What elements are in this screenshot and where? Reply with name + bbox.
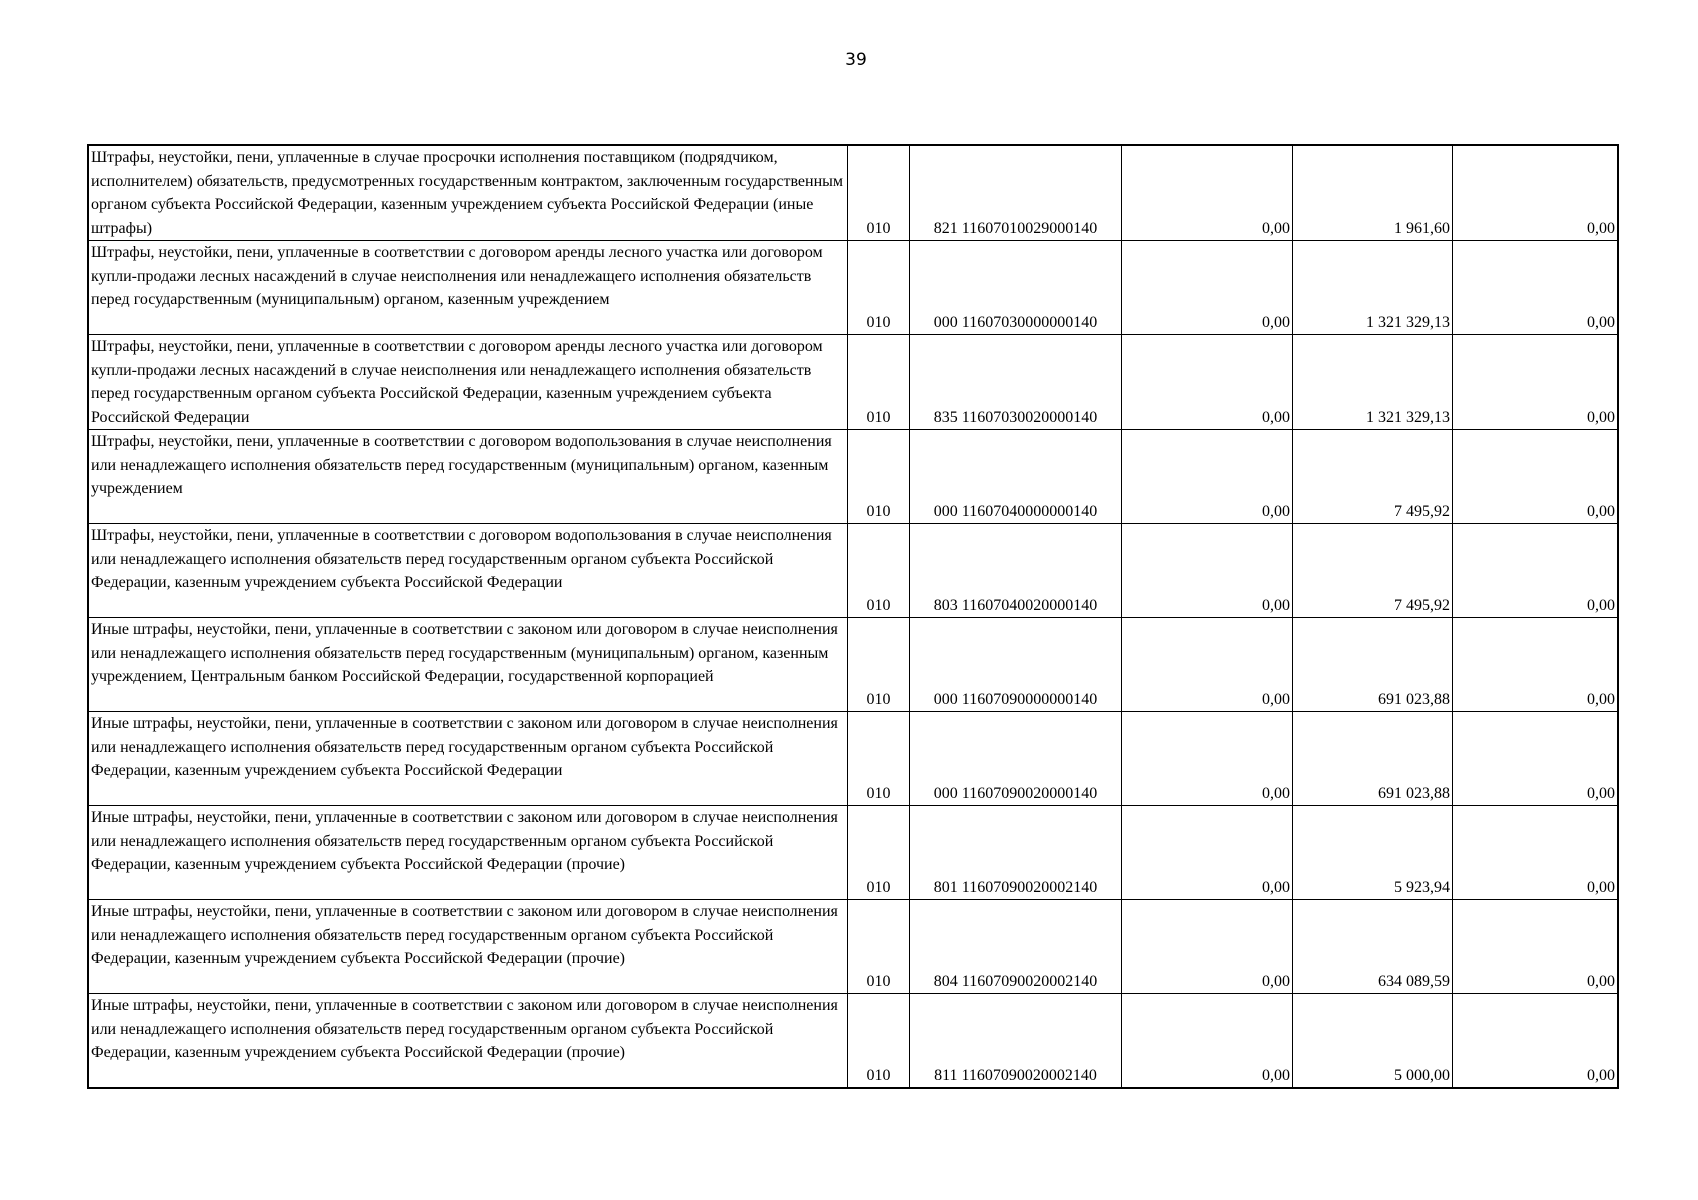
row-value-3: 0,00 [1453,806,1618,900]
page-number: 39 [845,50,867,70]
row-value-3: 0,00 [1453,712,1618,806]
table-row [89,712,1618,806]
row-value-2: 5 000,00 [1293,994,1453,1088]
row-value-1: 0,00 [1122,335,1293,430]
row-budget-code: 000 11607090000000140 [910,618,1122,712]
table-row [89,335,1618,430]
row-line-code: 010 [848,430,910,524]
row-description: Иные штрафы, неустойки, пени, уплаченные в соответствии с законом или договором в случае неисполнения или ненадлежащего исполнения обязательств перед государственным органом субъекта Российской Федерации, казенным учреждением субъекта Российской Федерации (прочие) [89,806,848,900]
row-value-2: 5 923,94 [1293,806,1453,900]
row-value-2: 691 023,88 [1293,618,1453,712]
row-line-code: 010 [848,994,910,1088]
row-description: Иные штрафы, неустойки, пени, уплаченные в соответствии с законом или договором в случае неисполнения или ненадлежащего исполнения обязательств перед государственным органом субъекта Российской Федерации, казенным учреждением субъекта Российской Федерации (прочие) [89,994,848,1088]
row-value-2: 7 495,92 [1293,430,1453,524]
row-line-code: 010 [848,900,910,994]
row-value-1: 0,00 [1122,524,1293,618]
row-value-1: 0,00 [1122,994,1293,1088]
table-row [89,994,1618,1088]
row-budget-code: 803 11607040020000140 [910,524,1122,618]
row-value-1: 0,00 [1122,618,1293,712]
row-budget-code: 811 11607090020002140 [910,994,1122,1088]
row-budget-code: 821 11607010029000140 [910,146,1122,241]
row-line-code: 010 [848,524,910,618]
row-description: Штрафы, неустойки, пени, уплаченные в соответствии с договором водопользования в случае неисполнения или ненадлежащего исполнения обязательств перед государственным органом субъекта Российской Федерации, казенным учреждением субъекта Российской Федерации [89,524,848,618]
row-description: Штрафы, неустойки, пени, уплаченные в соответствии с договором аренды лесного участка или договором купли-продажи лесных насаждений в случае неисполнения или ненадлежащего исполнения обязательств перед государственным (муниципальным) органом, казенным учреждением [89,241,848,335]
revenue-table [88,145,1618,1088]
table-row [89,524,1618,618]
row-description: Иные штрафы, неустойки, пени, уплаченные в соответствии с законом или договором в случае неисполнения или ненадлежащего исполнения обязательств перед государственным (муниципальным) органом, казенным учреждением, Центральным банком Российской Федерации, государственной корпорацией [89,618,848,712]
row-description: Штрафы, неустойки, пени, уплаченные в соответствии с договором аренды лесного участка или договором купли-продажи лесных насаждений в случае неисполнения или ненадлежащего исполнения обязательств перед государственным органом субъекта Российской Федерации, казенным учреждением субъекта Российской Федерации [89,335,848,430]
row-budget-code: 000 11607030000000140 [910,241,1122,335]
row-description: Иные штрафы, неустойки, пени, уплаченные в соответствии с законом или договором в случае неисполнения или ненадлежащего исполнения обязательств перед государственным органом субъекта Российской Федерации, казенным учреждением субъекта Российской Федерации (прочие) [89,900,848,994]
table-row [89,806,1618,900]
row-value-2: 1 321 329,13 [1293,335,1453,430]
row-value-1: 0,00 [1122,806,1293,900]
table-row [89,430,1618,524]
row-line-code: 010 [848,335,910,430]
row-budget-code: 000 11607040000000140 [910,430,1122,524]
row-line-code: 010 [848,712,910,806]
table-row [89,146,1618,241]
table-row [89,900,1618,994]
row-description: Штрафы, неустойки, пени, уплаченные в соответствии с договором водопользования в случае неисполнения или ненадлежащего исполнения обязательств перед государственным (муниципальным) органом, казенным учреждением [89,430,848,524]
row-value-2: 1 321 329,13 [1293,241,1453,335]
table-row [89,618,1618,712]
row-value-2: 7 495,92 [1293,524,1453,618]
row-value-1: 0,00 [1122,146,1293,241]
row-line-code: 010 [848,146,910,241]
row-budget-code: 804 11607090020002140 [910,900,1122,994]
row-value-3: 0,00 [1453,524,1618,618]
row-value-3: 0,00 [1453,618,1618,712]
row-value-1: 0,00 [1122,430,1293,524]
row-line-code: 010 [848,241,910,335]
row-value-1: 0,00 [1122,241,1293,335]
row-budget-code: 835 11607030020000140 [910,335,1122,430]
row-budget-code: 000 11607090020000140 [910,712,1122,806]
row-line-code: 010 [848,618,910,712]
row-value-2: 634 089,59 [1293,900,1453,994]
row-value-2: 1 961,60 [1293,146,1453,241]
row-description: Иные штрафы, неустойки, пени, уплаченные в соответствии с законом или договором в случае неисполнения или ненадлежащего исполнения обязательств перед государственным органом субъекта Российской Федерации, казенным учреждением субъекта Российской Федерации [89,712,848,806]
row-value-3: 0,00 [1453,430,1618,524]
row-value-3: 0,00 [1453,900,1618,994]
row-value-3: 0,00 [1453,335,1618,430]
row-value-1: 0,00 [1122,712,1293,806]
row-value-3: 0,00 [1453,146,1618,241]
row-value-1: 0,00 [1122,900,1293,994]
row-line-code: 010 [848,806,910,900]
table-body [89,146,1618,1088]
table-row [89,241,1618,335]
row-budget-code: 801 11607090020002140 [910,806,1122,900]
row-value-3: 0,00 [1453,994,1618,1088]
row-description: Штрафы, неустойки, пени, уплаченные в случае просрочки исполнения поставщиком (подрядчиком, исполнителем) обязательств, предусмотренных государственным контрактом, заключенным государственным органом субъекта Российской Федерации, казенным учреждением субъекта Российской Федерации (иные штрафы) [89,146,848,241]
row-value-2: 691 023,88 [1293,712,1453,806]
row-value-3: 0,00 [1453,241,1618,335]
